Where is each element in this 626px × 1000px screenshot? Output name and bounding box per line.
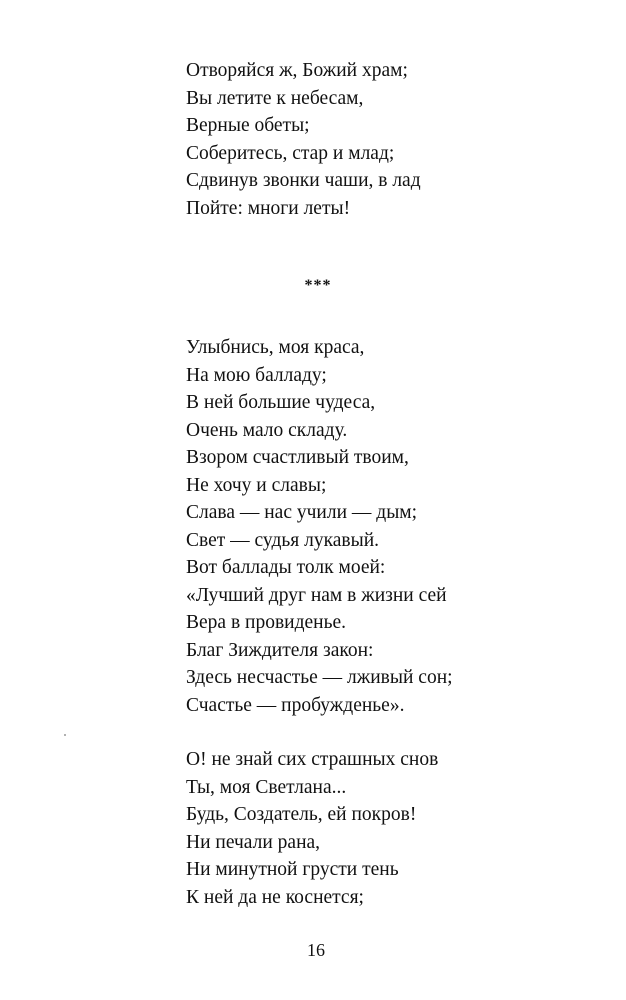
verse-line: Пойте: многи леты! — [186, 197, 351, 219]
verse-line: Здесь несчастье — лживый сон; — [186, 667, 453, 688]
stanza-1 — [186, 57, 606, 222]
verse-line: Сдвинув звонки чаши, в лад — [186, 170, 421, 191]
verse-line: На мою балладу; — [186, 364, 327, 386]
verse-line: В ней большие чудеса, — [186, 392, 376, 413]
verse-line: Ты, моя Светлана... — [186, 776, 347, 798]
page-number: 16 — [307, 940, 325, 960]
verse-line: Взором счастливый твоим, — [186, 447, 409, 468]
verse-line: Верные обеты; — [186, 115, 310, 136]
stanza-2 — [186, 334, 606, 719]
verse-line: Счастье — пробужденье». — [186, 694, 405, 716]
verse-line: Вы летите к небесам, — [186, 87, 364, 109]
section-separator: *** — [304, 277, 332, 294]
verse-line: О! не знай сих страшных снов — [186, 749, 439, 770]
margin-mark — [64, 734, 66, 736]
verse-line: Улыбнись, моя краса, — [186, 337, 365, 358]
verse-line: Будь, Создатель, ей покров! — [186, 804, 417, 825]
stanza-3 — [186, 746, 606, 911]
verse-line: Ни минутной грусти тень — [186, 859, 399, 880]
verse-line: Ни печали рана, — [186, 831, 321, 853]
verse-line: Свет — судья лукавый. — [186, 529, 380, 551]
verse-line: Отворяйся ж, Божий храм; — [186, 60, 408, 81]
verse-line: Не хочу и славы; — [186, 474, 327, 496]
verse-line: Очень мало складу. — [186, 419, 348, 441]
verse-line: Соберитесь, стар и млад; — [186, 142, 395, 164]
verse-line: «Лучший друг нам в жизни сей — [186, 584, 447, 606]
verse-line: К ней да не коснется; — [186, 886, 364, 908]
verse-line: Вера в провиденье. — [186, 612, 347, 633]
verse-line: Слава — нас учили — дым; — [186, 502, 418, 523]
verse-line: Вот баллады толк моей: — [186, 557, 386, 578]
verse-line: Благ Зиждителя закон: — [186, 639, 374, 661]
